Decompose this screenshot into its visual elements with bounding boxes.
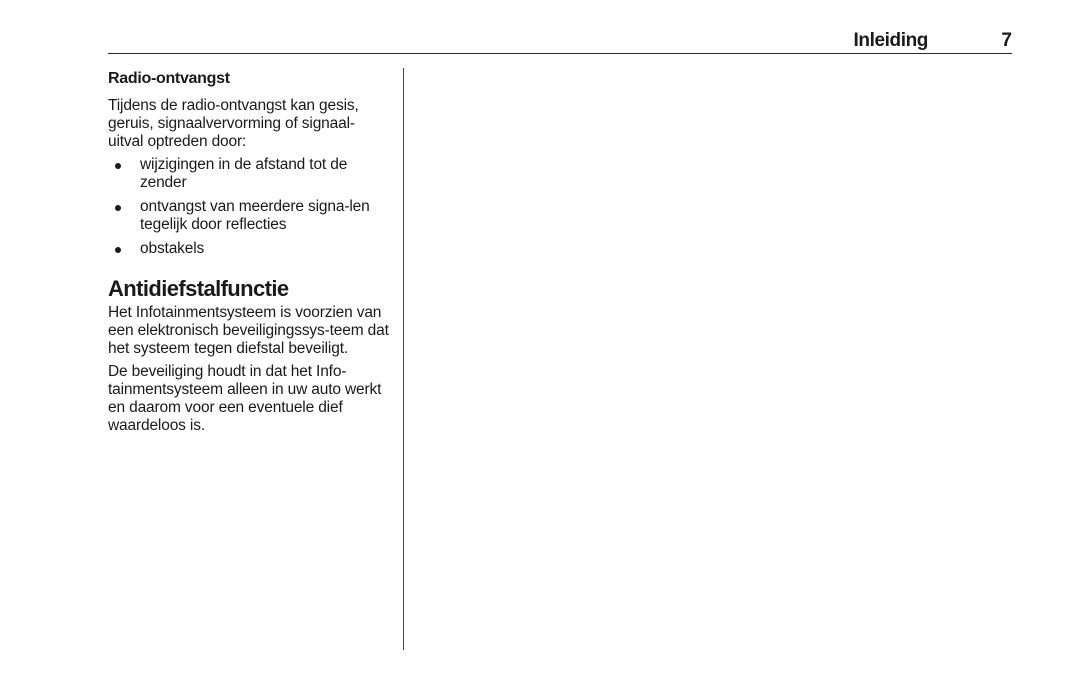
radio-reception-intro: Tijdens de radio-ontvangst kan gesis, geruis, signaalvervorming of signaal-uitval optreden door: <box>108 97 359 150</box>
page-header <box>108 28 1012 54</box>
list-item-text: wijzigingen in de afstand tot de zender <box>140 156 348 191</box>
bullet-icon <box>115 163 121 169</box>
list-item-text: ontvangst van meerdere signa-len tegelijk door reflecties <box>140 198 370 233</box>
bullet-icon <box>115 205 121 211</box>
page-number: 7 <box>1001 30 1012 51</box>
bullet-icon <box>115 247 121 253</box>
left-column <box>108 70 390 440</box>
chapter-title: Inleiding <box>853 30 928 51</box>
column-divider <box>403 68 404 650</box>
radio-reception-bullet-list <box>108 156 390 258</box>
list-item <box>108 240 390 258</box>
antitheft-paragraph-2: De beveiliging houdt in dat het Info-tainmentsysteem alleen in uw auto werkt en daarom voor een eventuele dief waardeloos is. <box>108 363 382 434</box>
list-item <box>108 156 390 192</box>
antitheft-paragraph-1: Het Infotainmentsysteem is voorzien van een elektronisch beveiligingssys-teem dat het systeem tegen diefstal beveiligt. <box>108 304 389 357</box>
list-item-text: obstakels <box>140 240 205 257</box>
antitheft-heading: Antidiefstalfunctie <box>108 276 289 301</box>
list-item <box>108 198 390 234</box>
radio-reception-heading: Radio-ontvangst <box>108 70 230 87</box>
